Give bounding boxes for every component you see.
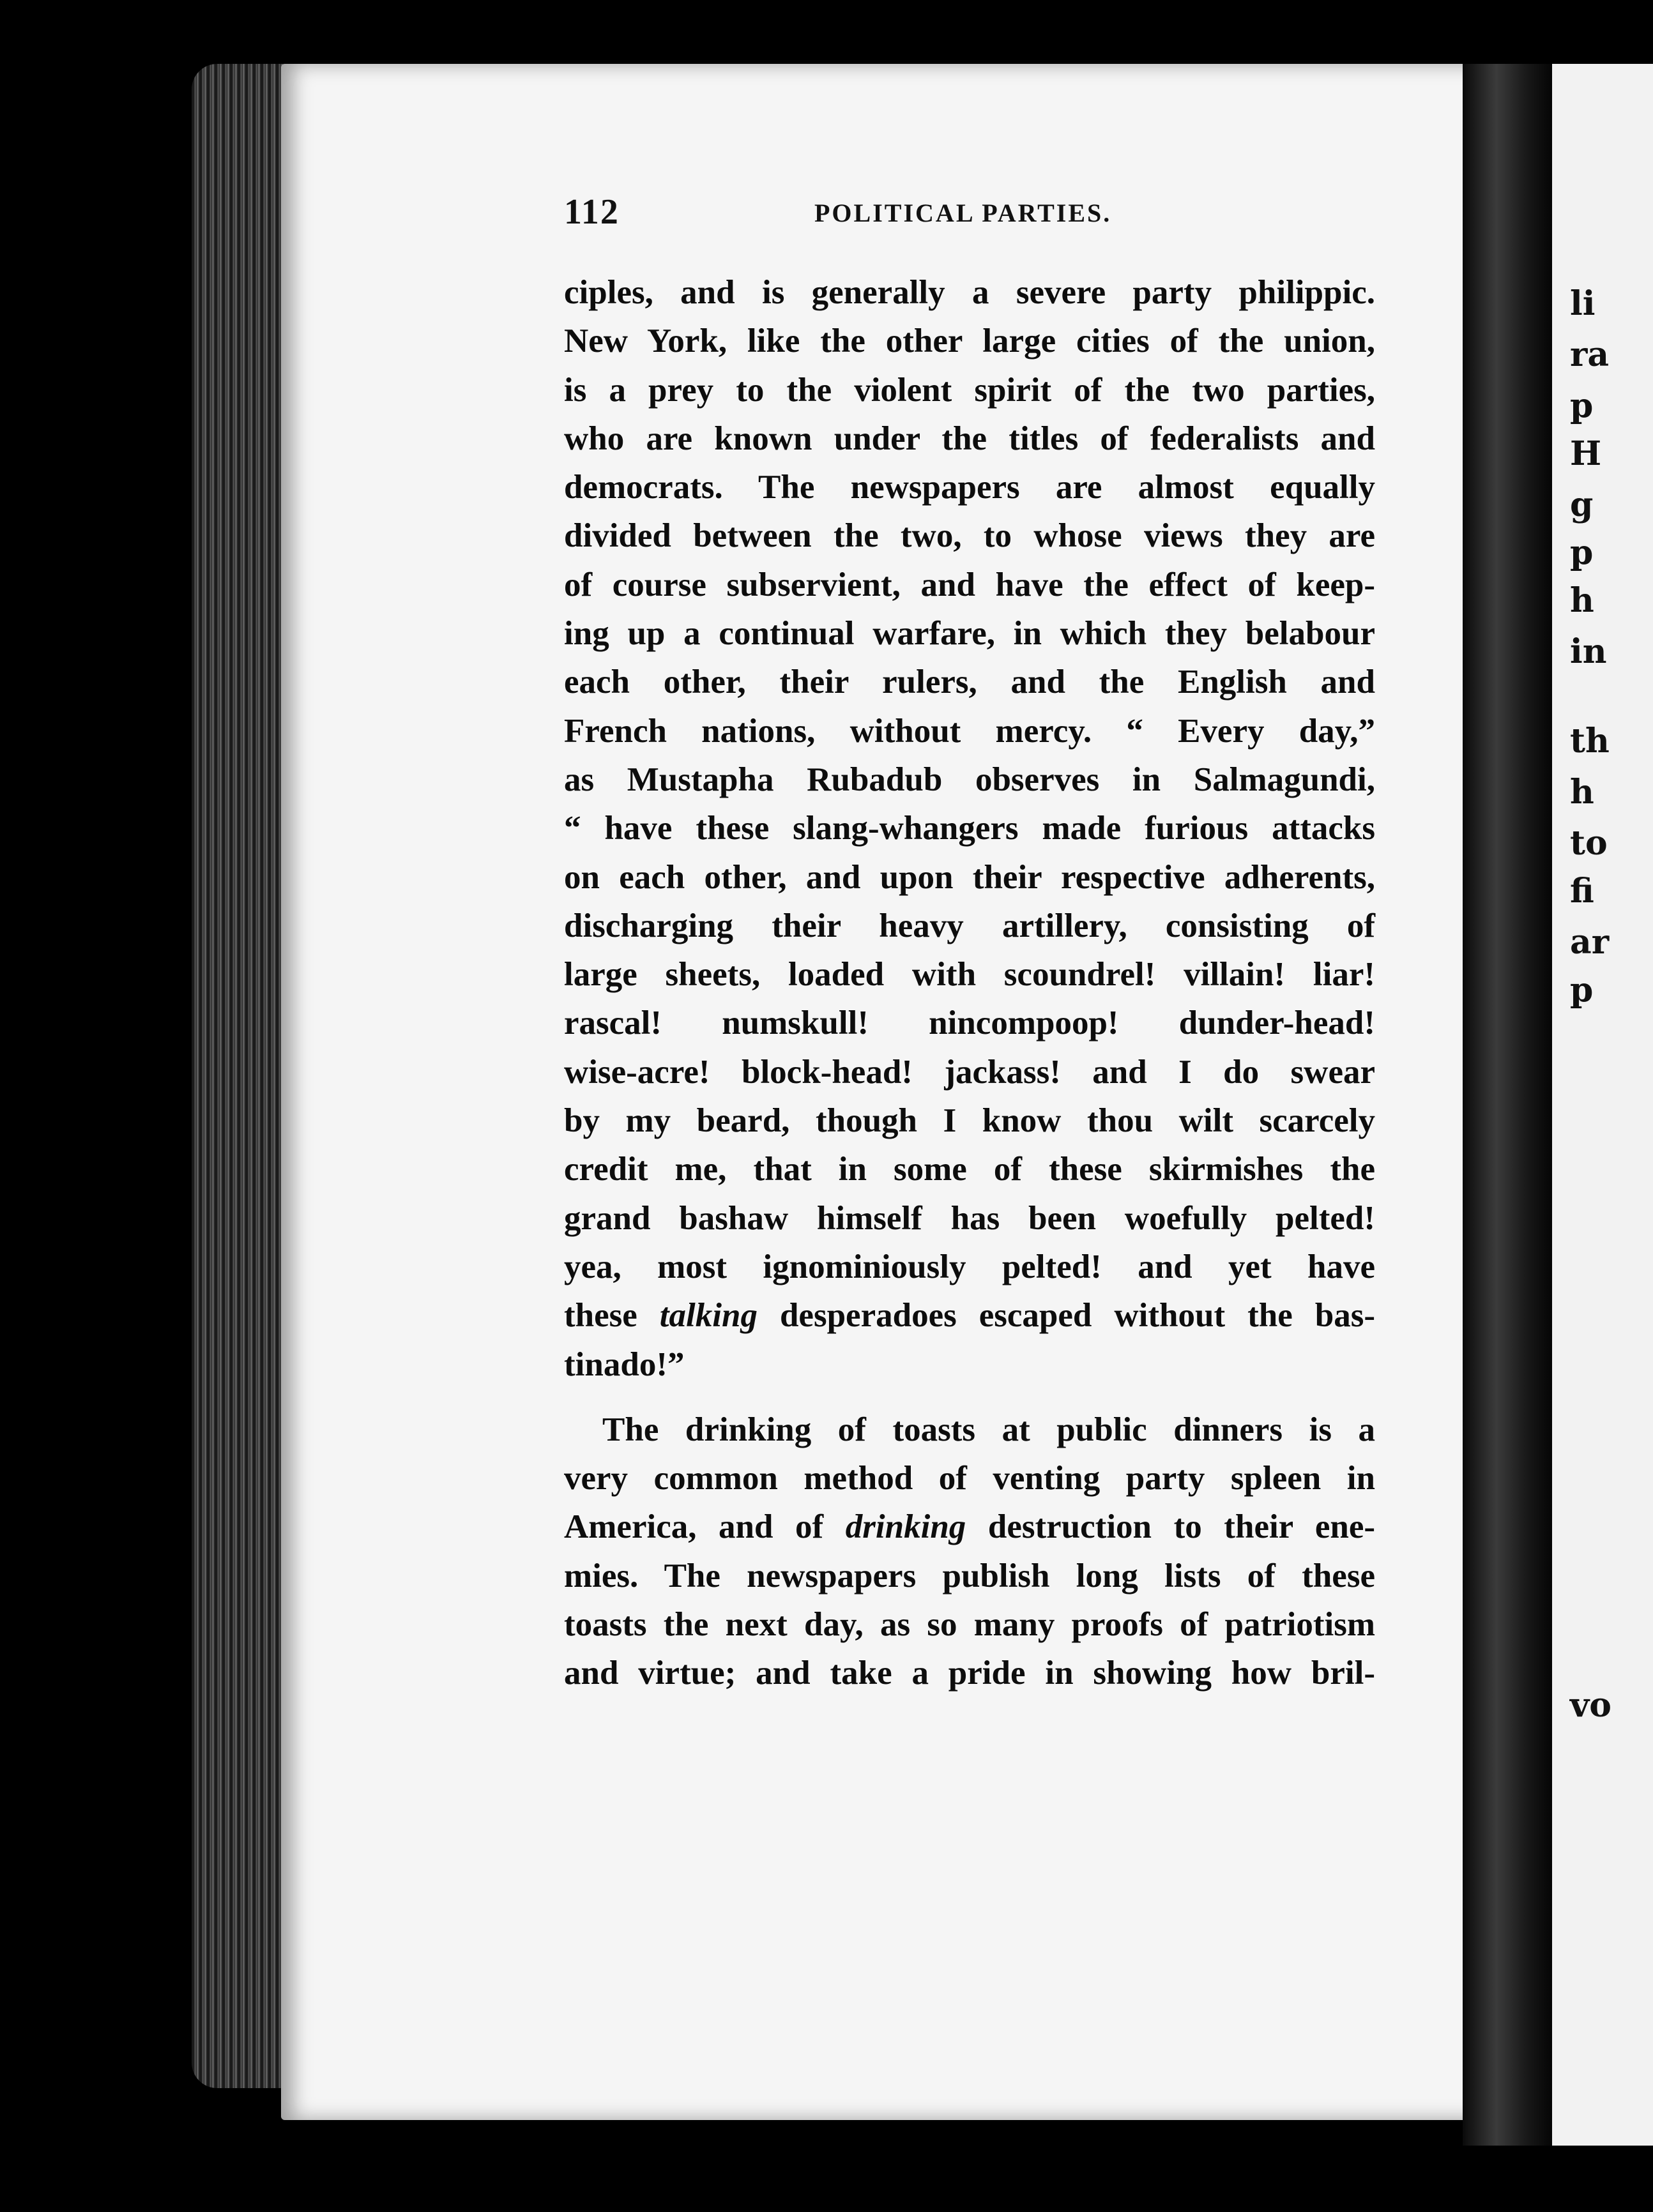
book-gutter xyxy=(1463,64,1558,2146)
facing-page-fragment: p xyxy=(1570,533,1594,572)
text-line: divided between the two, to whose views they are xyxy=(564,517,1375,555)
facing-page-fragment: th xyxy=(1570,722,1610,761)
running-head xyxy=(564,192,1139,236)
text-line: New York, like the other large cities of the union, xyxy=(564,322,1375,360)
italic-word: drinking xyxy=(845,1508,966,1546)
facing-page-fragment: li xyxy=(1570,284,1596,323)
text-line: rascal! numskull! nincompoop! dunder-head! xyxy=(564,1004,1375,1042)
facing-page-fragment: ar xyxy=(1570,923,1610,962)
text-line: toasts the next day, as so many proofs of patriotism xyxy=(564,1606,1375,1644)
facing-page-fragment: h xyxy=(1570,581,1594,620)
facing-page-fragment: h xyxy=(1570,773,1594,812)
text-line: tinado!” xyxy=(564,1345,685,1383)
text-line: grand bashaw himself has been woefully pelted! xyxy=(564,1199,1375,1237)
text-line: each other, their rulers, and the English and xyxy=(564,663,1375,701)
text-line: on each other, and upon their respective adherents, xyxy=(564,858,1375,896)
text-line: ing up a continual warfare, in which they belabour xyxy=(564,615,1375,653)
facing-page-fragment: vo xyxy=(1570,1686,1611,1725)
text-fragment: America, and of xyxy=(564,1508,846,1546)
text-line: is a prey to the violent spirit of the two parties, xyxy=(564,371,1375,409)
page-edges xyxy=(192,64,287,2088)
facing-page-edge xyxy=(1552,64,1653,2146)
text-fragment: these xyxy=(564,1297,660,1335)
text-line: who are known under the titles of federalists and xyxy=(564,420,1375,457)
text-line: ciples, and is generally a severe party philippic. xyxy=(564,274,1375,311)
text-line: very common method of venting party spleen in xyxy=(564,1460,1375,1497)
text-line: by my beard, though I know thou wilt scarcely xyxy=(564,1102,1375,1140)
running-title: POLITICAL PARTIES. xyxy=(814,199,1112,227)
text-line: large sheets, loaded with scoundrel! villain! liar! xyxy=(564,956,1375,994)
facing-page-fragment: to xyxy=(1570,824,1608,863)
paragraph-break xyxy=(564,1389,1375,1405)
text-fragment: destruction to their ene- xyxy=(966,1508,1375,1546)
text-fragment: desperadoes escaped without the bas- xyxy=(757,1297,1375,1335)
page-number: 112 xyxy=(564,192,620,232)
text-line: mies. The newspapers publish long lists of these xyxy=(564,1557,1375,1595)
facing-page-fragment: in xyxy=(1570,632,1607,671)
text-line: The drinking of toasts at public dinners is a xyxy=(602,1411,1375,1448)
text-line: wise-acre! block-head! jackass! and I do swear xyxy=(564,1053,1375,1091)
facing-page-fragment: fi xyxy=(1570,872,1594,911)
text-line: of course subservient, and have the effect of keep- xyxy=(564,566,1375,603)
text-line: democrats. The newspapers are almost equally xyxy=(564,469,1375,506)
text-line: credit me, that in some of these skirmishes the xyxy=(564,1151,1375,1188)
facing-page-fragment: ra xyxy=(1570,335,1610,374)
facing-page-fragment: p xyxy=(1570,386,1594,425)
text-line: “ have these slang-whangers made furious attacks xyxy=(564,810,1375,847)
facing-page-fragment: p xyxy=(1570,971,1594,1010)
facing-page-fragment: H xyxy=(1570,434,1602,473)
text-line-with-italic xyxy=(564,1291,1375,1340)
text-line: discharging their heavy artillery, consisting of xyxy=(564,907,1375,944)
body-text xyxy=(564,268,1375,1698)
text-line-with-italic xyxy=(564,1503,1375,1551)
facing-page-fragment: g xyxy=(1570,485,1594,524)
text-line: yea, most ignominiously pelted! and yet have xyxy=(564,1248,1375,1285)
text-line: and virtue; and take a pride in showing how bril- xyxy=(564,1655,1375,1692)
text-line: as Mustapha Rubadub observes in Salmagundi, xyxy=(564,761,1375,798)
text-line: French nations, without mercy. “ Every day,” xyxy=(564,712,1375,750)
italic-word: talking xyxy=(659,1297,758,1335)
